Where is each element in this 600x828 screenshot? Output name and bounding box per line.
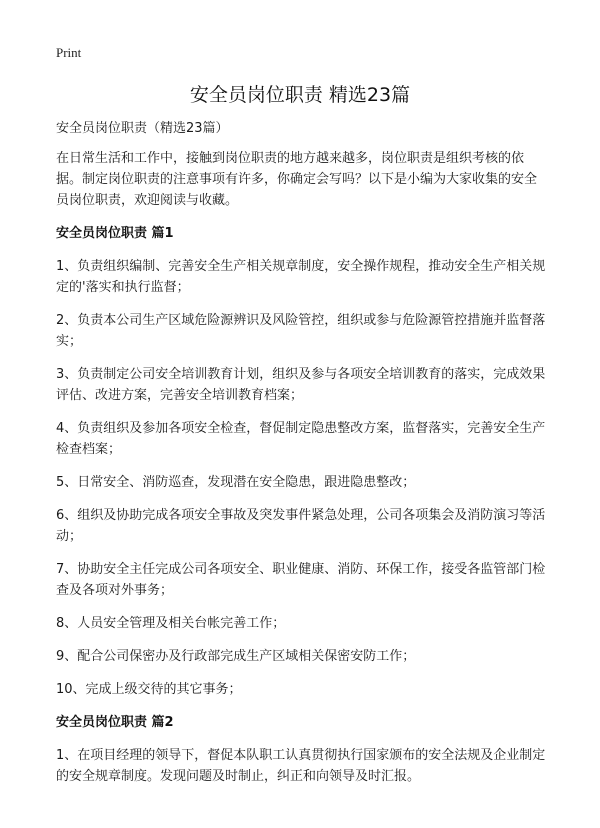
article-body xyxy=(56,118,546,799)
intro-paragraph: 在日常生活和工作中，接触到岗位职责的地方越来越多，岗位职责是组织考核的依据。制定岗位职责的注意事项有许多，你确定会写吗？以下是小编为大家收集的安全员岗位职责，欢迎阅读与收藏。 xyxy=(56,151,538,208)
list-item: 4、负责组织及参加各项安全检查，督促制定隐患整改方案，监督落实，完善安全生产检查档案； xyxy=(56,421,546,457)
list-item: 1、负责组织编制、完善安全生产相关规章制度，安全操作规程，推动安全生产相关规定的'落实和执行监督； xyxy=(56,259,546,295)
section-1 xyxy=(56,223,546,700)
section-heading: 安全员岗位职责 篇1 xyxy=(56,226,174,241)
list-item: 9、配合公司保密办及行政部完成生产区域相关保密安防工作； xyxy=(56,649,416,664)
list-item: 1、在项目经理的领导下，督促本队职工认真贯彻执行国家颁布的安全法规及企业制定的安全规章制度。发现问题及时制止，纠正和向领导及时汇报。 xyxy=(56,748,546,784)
list-item: 5、日常安全、消防巡查，发现潜在安全隐患，跟进隐患整改； xyxy=(56,475,416,490)
list-item: 7、协助安全主任完成公司各项安全、职业健康、消防、环保工作，接受各监管部门检查及各项对外事务； xyxy=(56,562,546,598)
section-2 xyxy=(56,712,546,787)
list-item: 6、组织及协助完成各项安全事故及突发事件紧急处理，公司各项集会及消防演习等活动； xyxy=(56,508,546,544)
article-subtitle: 安全员岗位职责（精选23篇） xyxy=(56,121,229,136)
list-item: 3、负责制定公司安全培训教育计划，组织及参与各项安全培训教育的落实，完成效果评估、改进方案，完善安全培训教育档案； xyxy=(56,367,546,403)
page-title: 安全员岗位职责 精选23篇 xyxy=(189,84,411,106)
section-heading: 安全员岗位职责 篇2 xyxy=(56,715,174,730)
list-item: 10、完成上级交待的其它事务； xyxy=(56,682,242,697)
list-item: 8、人员安全管理及相关台帐完善工作； xyxy=(56,616,286,631)
print-link[interactable]: Print xyxy=(56,45,82,60)
list-item: 2、负责本公司生产区域危险源辨识及风险管控，组织或参与危险源管控措施并监督落实； xyxy=(56,313,546,349)
